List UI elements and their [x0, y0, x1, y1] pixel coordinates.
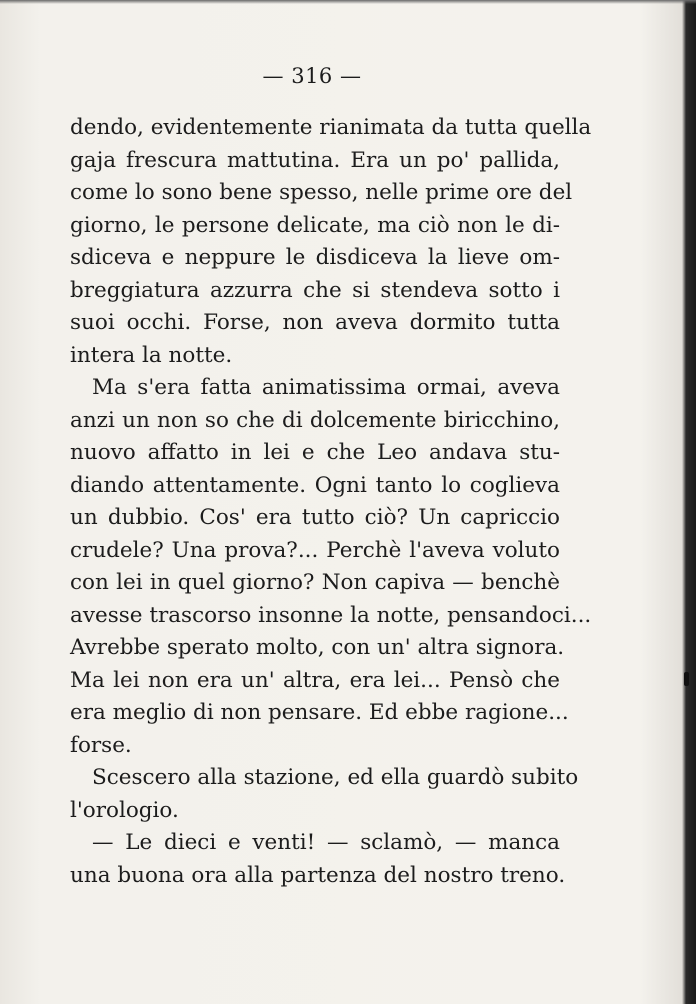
- text-line: Ma lei non era un' altra, era lei... Pensò che: [70, 667, 560, 693]
- text-line: dendo, evidentemente rianimata da tutta quella: [70, 115, 592, 140]
- body-text: [70, 112, 592, 892]
- text-line: sdiceva e neppure le disdiceva la lieve om-: [70, 245, 560, 270]
- text-line: forse.: [70, 732, 132, 758]
- text-line: nuovo affatto in lei e che Leo andava stu-: [70, 440, 560, 465]
- text-line: Avrebbe sperato molto, con un' altra signora.: [70, 635, 565, 660]
- text-line: avesse trascorso insonne la notte, pensandoci...: [70, 602, 592, 628]
- text-line: una buona ora alla partenza del nostro treno.: [70, 862, 566, 888]
- text-line: era meglio di non pensare. Ed ebbe ragione...: [70, 700, 569, 725]
- text-line: gaja frescura mattutina. Era un po' pallida,: [70, 147, 560, 173]
- text-line: giorno, le persone delicate, ma ciò non le di-: [70, 212, 560, 238]
- page-number: — 316 —: [262, 64, 362, 88]
- text-line: Scescero alla stazione, ed ella guardò subito: [92, 765, 579, 790]
- page-top-edge: [0, 0, 696, 4]
- text-line: anzi un non so che di dolcemente biricchino,: [70, 407, 560, 433]
- text-line: un dubbio. Cos' era tutto ciò? Un capriccio: [70, 505, 560, 530]
- text-line: intera la notte.: [70, 342, 233, 368]
- text-line: con lei in quel giorno? Non capiva — benchè: [70, 570, 560, 595]
- text-line: crudele? Una prova?... Perchè l'aveva voluto: [70, 537, 560, 563]
- text-line: breggiatura azzurra che si stendeva sotto i: [70, 277, 560, 303]
- text-line: Ma s'era fatta animatissima ormai, aveva: [92, 375, 560, 400]
- text-line: come lo sono bene spesso, nelle prime ore del: [70, 180, 573, 205]
- text-line: diando attentamente. Ogni tanto lo coglieva: [70, 472, 560, 498]
- text-line: — Le dieci e venti! — sclamò, — manca: [92, 830, 560, 855]
- binding-mark: [684, 672, 689, 686]
- text-line: suoi occhi. Forse, non aveva dormito tutta: [70, 310, 560, 335]
- text-line: l'orologio.: [70, 797, 179, 823]
